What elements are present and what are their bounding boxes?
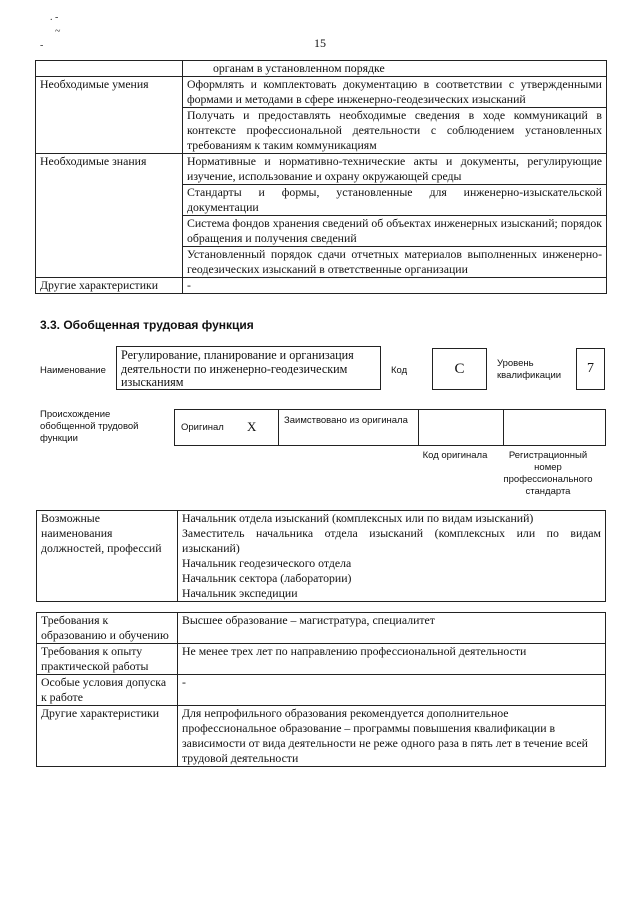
table-row (36, 77, 607, 108)
row-label: Особые условия допуска к работе (37, 675, 178, 706)
table-row (36, 278, 607, 294)
row-cell: Установленный порядок сдачи отчетных материалов выполненных инженерно-геодезических изысканий в ответственные организации (183, 247, 607, 278)
code-caption: Код оригинала (422, 450, 488, 461)
name-label: Наименование (40, 365, 106, 376)
cell-text: органам в установленном порядке (213, 61, 385, 75)
scan-mark: . - (50, 12, 59, 23)
row-cell: Система фондов хранения сведений об объектах инженерных изысканий; порядок обращения и получения сведений (183, 216, 607, 247)
positions-list (178, 511, 606, 602)
row-label: Требования к опыту практической работы (37, 644, 178, 675)
original-mark: X (247, 419, 257, 434)
section-title: 3.3. Обобщенная трудовая функция (40, 318, 254, 332)
table-row (36, 154, 607, 185)
table-row (37, 511, 606, 602)
row-cell: Оформлять и комплектовать документацию в соответствии с утвержденными формами и методами в сфере инженерно-геодезических изысканий (183, 77, 607, 108)
page-number: 15 (314, 36, 326, 50)
table-row (37, 675, 606, 706)
divider (503, 410, 504, 445)
divider (278, 410, 279, 445)
row-label: Требования к образованию и обучению (37, 613, 178, 644)
positions-table (36, 510, 606, 602)
code-label: Код (391, 365, 408, 376)
positions-label: Возможные наименования должностей, профессий (37, 511, 178, 602)
list-item: Начальник сектора (лаборатории) (182, 571, 352, 585)
row-cell: Не менее трех лет по направлению профессиональной деятельности (178, 644, 606, 675)
borrowed-label: Заимствовано из оригинала (284, 415, 408, 426)
table-row (37, 706, 606, 767)
row-label: Другие характеристики (37, 706, 178, 767)
skills-knowledge-table (35, 60, 607, 294)
level-value: 7 (576, 348, 605, 390)
original-label: Оригинал (181, 422, 224, 433)
row-cell: Стандарты и формы, установленные для инженерно-изыскательской документации (183, 185, 607, 216)
origin-box (174, 409, 606, 446)
level-label: Уровень квалификации (497, 358, 562, 381)
row-label: Другие характеристики (36, 278, 183, 294)
scan-mark: - (40, 40, 44, 51)
row-label: Необходимые знания (36, 154, 183, 278)
list-item: Начальник геодезического отдела (182, 556, 352, 570)
list-item: Начальник отдела изысканий (комплексных или по видам изысканий) (182, 511, 534, 525)
row-label (36, 61, 183, 77)
row-cell (183, 61, 607, 77)
row-cell: - (183, 278, 607, 294)
requirements-table (36, 612, 606, 767)
name-value: Регулирование, планирование и организация деятельности по инженерно-геодезическим изысканиям (116, 346, 381, 390)
list-item: Начальник экспедиции (182, 586, 298, 600)
table-row (37, 613, 606, 644)
row-label: Необходимые умения (36, 77, 183, 154)
reg-caption: Регистрационный номер профессионального стандарта (503, 450, 593, 497)
table-row (37, 644, 606, 675)
scan-mark: ~ (55, 26, 61, 37)
code-value: C (432, 348, 487, 390)
divider (418, 410, 419, 445)
list-item: Заместитель начальника отдела изысканий (комплексных или по видам изысканий) (182, 526, 601, 555)
row-cell: Нормативные и нормативно-технические акты и документы, регулирующие изучение, использование и охрану окружающей среды (183, 154, 607, 185)
origin-label: Происхождение обобщенной трудовой функции (40, 409, 139, 444)
row-cell: Для непрофильного образования рекомендуется дополнительное профессиональное образование – программы повышения квалификации в зависимости от вида деятельности не реже одного раза в пять лет в течение всей трудовой деятельности (178, 706, 606, 767)
row-cell: Получать и предоставлять необходимые сведения в ходе коммуникаций в контексте профессиональной деятельности с соблюдением установленных требованиям к таким коммуникациям (183, 108, 607, 154)
table-row (36, 61, 607, 77)
row-cell: - (178, 675, 606, 706)
row-cell: Высшее образование – магистратура, специалитет (178, 613, 606, 644)
